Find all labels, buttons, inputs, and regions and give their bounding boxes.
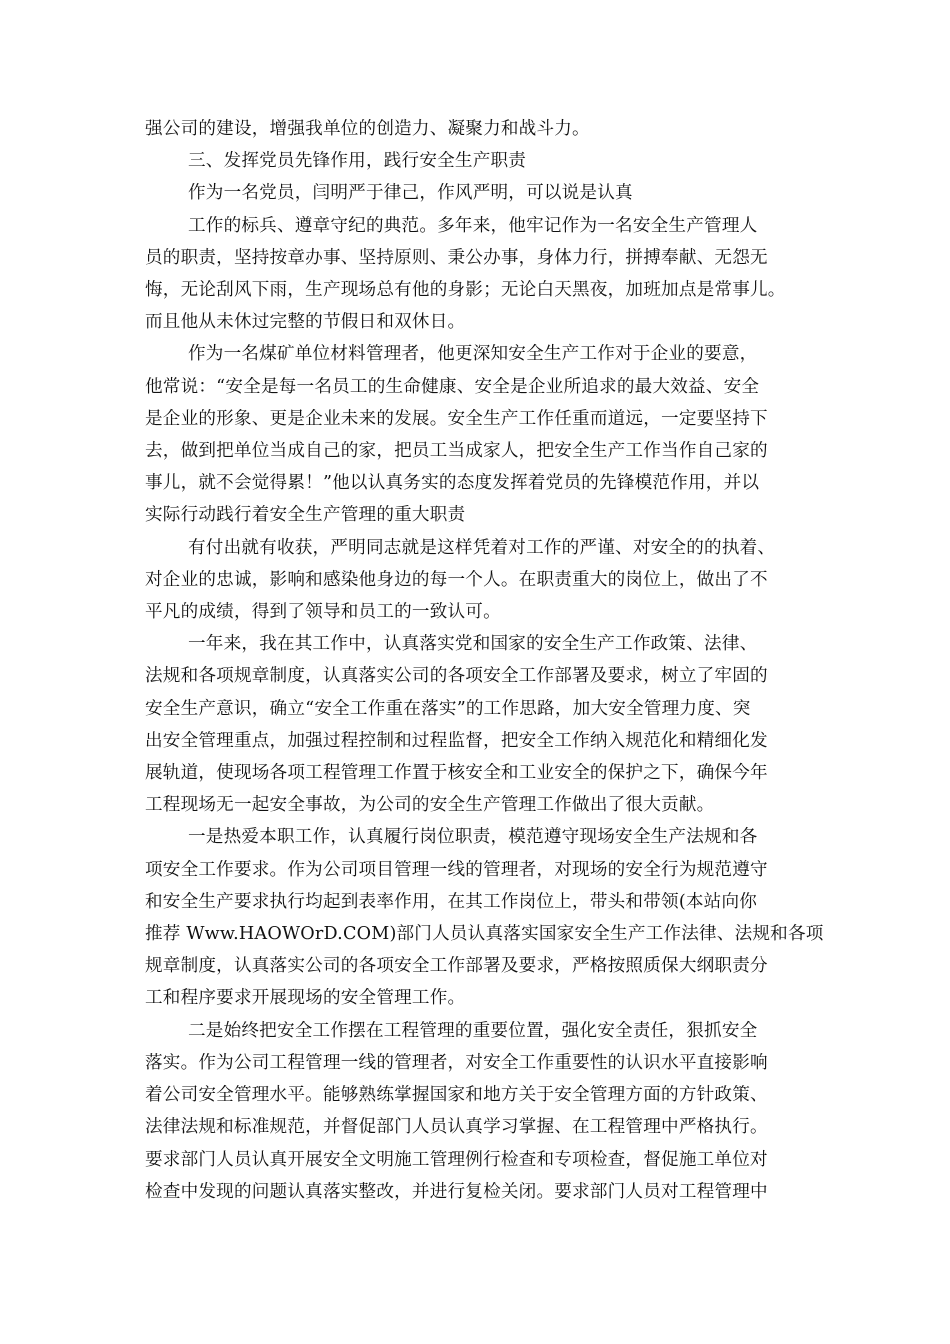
text-line: 强公司的建设，增强我单位的创造力、凝聚力和战斗力。 [145,119,590,139]
text-line: 作为一名煤矿单位材料管理者，他更深知安全生产工作对于企业的要意， [188,344,758,365]
text-line: 员的职责，坚持按章办事、坚持原则、秉公办事，身体力行，拼搏奉献、无怨无 [145,247,768,268]
text-line: 着公司安全管理水平。能够熟练掌握国家和地方关于安全管理方面的方针政策、 [145,1085,768,1106]
text-line: 一是热爱本职工作，认真履行岗位职责，模范遵守现场安全生产法规和各 [188,827,758,848]
text-line: 落实。作为公司工程管理一线的管理者，对安全工作重要性的认识水平直接影响 [145,1052,768,1073]
text-line: 是企业的形象、更是企业未来的发展。安全生产工作任重而道远，一定要坚持下 [145,408,768,429]
text-line: 展轨道，使现场各项工程管理工作置于核安全和工业安全的保护之下，确保今年 [145,763,768,784]
text-line: 而且他从未休过完整的节假日和双休日。 [145,312,466,333]
text-line: 安全生产意识，确立“安全工作重在落实”的工作思路，加大安全管理力度、突 [145,698,751,719]
text-line: 工作的标兵、遵章守纪的典范。多年来，他牢记作为一名安全生产管理人 [188,215,758,236]
text-line: 平凡的成绩，得到了领导和员工的一致认可。 [145,602,501,623]
text-line: 规章制度，认真落实公司的各项安全工作部署及要求，严格按照质保大纲职责分 [145,956,768,977]
text-line: 工和程序要求开展现场的安全管理工作。 [145,988,466,1009]
text-line: 检查中发现的问题认真落实整改，并进行复检关闭。要求部门人员对工程管理中 [145,1181,768,1202]
document-body [145,113,824,1208]
text-line: 实际行动践行着安全生产管理的重大职责 [145,505,466,526]
text-line: 悔，无论刮风下雨，生产现场总有他的身影；无论白天黑夜，加班加点是常事儿。 [145,280,786,301]
text-line: 一年来，我在其工作中，认真落实党和国家的安全生产工作政策、法律、 [188,634,758,655]
text-line: 出安全管理重点，加强过程控制和过程监督，把安全工作纳入规范化和精细化发 [145,730,768,751]
text-line: 项安全工作要求。作为公司项目管理一线的管理者，对现场的安全行为规范遵守 [145,859,768,880]
text-line: 去，做到把单位当成自己的家，把员工当成家人，把安全生产工作当作自己家的 [145,441,768,462]
text-line: 他常说：“安全是每一名员工的生命健康、安全是企业所追求的最大效益、安全 [145,376,760,397]
text-line: 推荐 Www.HAOWOrD.COM)部门人员认真落实国家安全生产工作法律、法规和各项 [145,924,824,945]
text-line: 法律法规和标准规范，并督促部门人员认真学习掌握、在工程管理中严格执行。 [145,1117,768,1138]
text-line: 工程现场无一起安全事故，为公司的安全生产管理工作做出了很大贡献。 [145,795,715,816]
text-line: 法规和各项规章制度，认真落实公司的各项安全工作部署及要求，树立了牢固的 [145,666,768,687]
text-line: 要求部门人员认真开展安全文明施工管理例行检查和专项检查，督促施工单位对 [145,1149,768,1170]
text-line: 对企业的忠诚，影响和感染他身边的每一个人。在职责重大的岗位上，做出了不 [145,569,768,590]
text-line: 作为一名党员，闫明严于律己，作风严明，可以说是认真 [188,183,633,204]
text-line: 事儿，就不会觉得累！”他以认真务实的态度发挥着党员的先锋模范作用，并以 [145,473,760,494]
text-line: 二是始终把安全工作摆在工程管理的重要位置，强化安全责任，狠抓安全 [188,1020,758,1041]
text-line: 有付出就有收获，严明同志就是这样凭着对工作的严谨、对安全的的执着、 [188,537,776,558]
text-line: 和安全生产要求执行均起到表率作用，在其工作岗位上，带头和带领(本站向你 [145,891,758,912]
section-heading: 三、发挥党员先锋作用，践行安全生产职责 [188,151,527,172]
